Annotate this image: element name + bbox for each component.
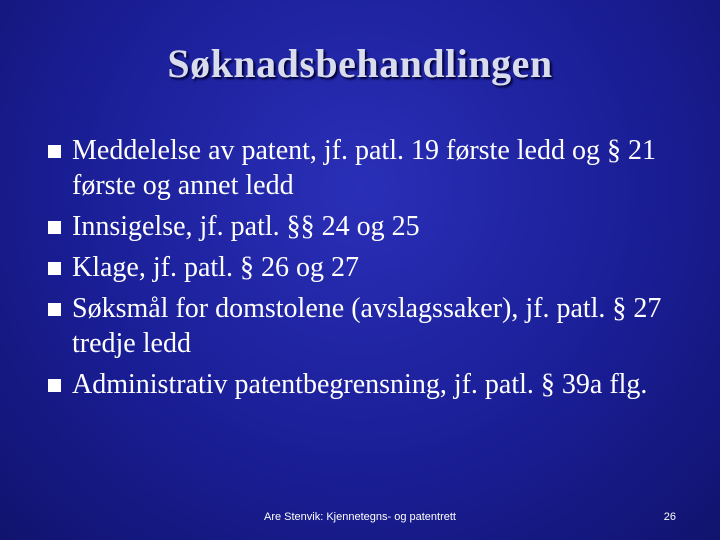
bullet-text: Meddelelse av patent, jf. patl. 19 første ledd og § 21 første og annet ledd [72,135,656,201]
square-bullet-icon [48,262,61,275]
square-bullet-icon [48,221,61,234]
bullet-text: Innsigelse, jf. patl. §§ 24 og 25 [72,211,420,242]
bullet-item [48,133,688,203]
page-number: 26 [663,511,676,523]
bullet-item [48,291,688,361]
bullet-text: Administrativ patentbegrensning, jf. patl. § 39a flg. [72,369,648,400]
square-bullet-icon [48,303,61,316]
bullet-list [48,133,688,408]
bullet-text: Søksmål for domstolene (avslagssaker), jf. patl. § 27 tredje ledd [72,293,662,359]
square-bullet-icon [48,145,61,158]
square-bullet-icon [48,379,61,392]
bullet-item [48,367,688,402]
bullet-item [48,250,688,285]
bullet-text: Klage, jf. patl. § 26 og 27 [72,252,359,283]
slide-title: Søknadsbehandlingen [167,41,553,86]
bullet-item [48,209,688,244]
slide-footer: Are Stenvik: Kjennetegns- og patentrett [263,511,456,523]
